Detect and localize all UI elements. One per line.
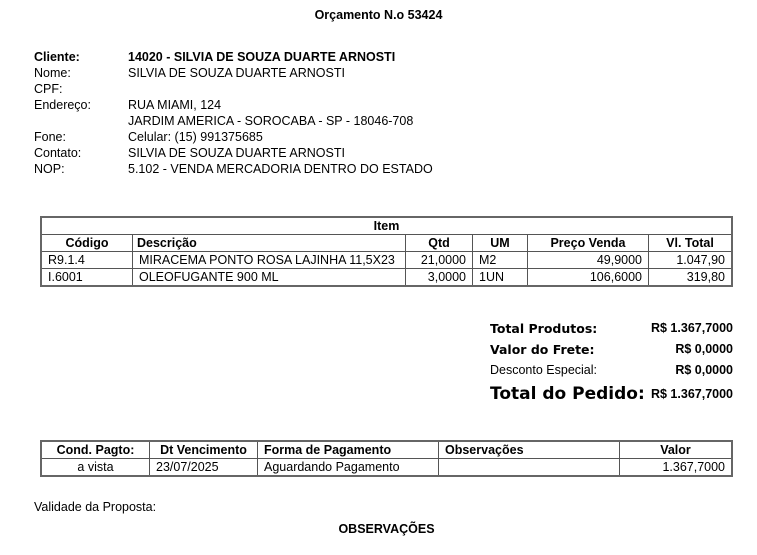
total-pedido-row — [490, 381, 733, 407]
customer-info — [34, 49, 433, 177]
field-label: NOP: — [34, 162, 65, 176]
cell-codigo: I.6001 — [41, 269, 133, 287]
table-row — [41, 269, 732, 287]
desconto-especial-label: Desconto Especial: — [490, 363, 598, 377]
valor-frete-label: Valor do Frete: — [490, 342, 595, 357]
field-contato — [34, 145, 433, 161]
total-produtos-label: Total Produtos: — [490, 321, 598, 336]
cell-vl-total: 319,80 — [649, 269, 733, 287]
items-group-header: Item — [41, 217, 732, 235]
desconto-especial-value: R$ 0,0000 — [675, 363, 733, 377]
col-codigo: Código — [41, 235, 133, 252]
field-value: SILVIA DE SOUZA DUARTE ARNOSTI — [128, 146, 345, 160]
cell-descricao: OLEOFUGANTE 900 ML — [133, 269, 406, 287]
valor-frete-row — [490, 339, 733, 360]
validade-proposta: Validade da Proposta: — [34, 500, 157, 514]
col-valor: Valor — [620, 441, 733, 459]
field-label — [34, 113, 128, 129]
field-fone — [34, 129, 433, 145]
items-header-row — [41, 235, 732, 252]
field-label: Fone: — [34, 130, 66, 144]
cell-cond-pagto: a vista — [41, 459, 150, 477]
field-nome — [34, 65, 433, 81]
col-preco-venda: Preço Venda — [528, 235, 649, 252]
document-title: Orçamento N.o 53424 — [314, 8, 443, 22]
field-value: 5.102 - VENDA MERCADORIA DENTRO DO ESTADO — [128, 162, 433, 176]
field-value: RUA MIAMI, 124 — [128, 98, 222, 112]
total-pedido-label: Total do Pedido: — [490, 384, 645, 404]
col-observacoes: Observações — [439, 441, 620, 459]
cell-observacoes — [439, 459, 620, 477]
cell-codigo: R9.1.4 — [41, 252, 133, 269]
desconto-especial-row — [490, 360, 733, 381]
total-produtos-value: R$ 1.367,7000 — [650, 321, 733, 335]
field-label: CPF: — [34, 82, 63, 96]
field-cpf — [34, 81, 433, 97]
payment-header-row — [41, 441, 732, 459]
payment-table — [40, 440, 733, 477]
field-label: Contato: — [34, 146, 82, 160]
field-value: Celular: (15) 991375685 — [128, 130, 263, 144]
cell-dt-vencimento: 23/07/2025 — [150, 459, 258, 477]
cell-um: 1UN — [473, 269, 528, 287]
col-vl-total: Vl. Total — [649, 235, 733, 252]
cell-vl-total: 1.047,90 — [649, 252, 733, 269]
col-forma-pagamento: Forma de Pagamento — [258, 441, 439, 459]
field-label: Cliente: — [34, 50, 80, 64]
field-cliente — [34, 49, 433, 65]
cell-valor: 1.367,7000 — [620, 459, 733, 477]
table-row — [41, 252, 732, 269]
valor-frete-value: R$ 0,0000 — [675, 342, 733, 356]
col-descricao: Descrição — [133, 235, 406, 252]
field-label: Endereço: — [34, 98, 91, 112]
field-value: SILVIA DE SOUZA DUARTE ARNOSTI — [128, 66, 345, 80]
total-produtos-row — [490, 318, 733, 339]
field-label: Nome: — [34, 66, 71, 80]
field-endereco — [34, 97, 433, 113]
items-table — [40, 216, 733, 287]
field-value: JARDIM AMERICA - SOROCABA - SP - 18046-708 — [128, 114, 414, 128]
field-value: 14020 - SILVIA DE SOUZA DUARTE ARNOSTI — [128, 50, 396, 64]
table-row — [41, 459, 732, 477]
cell-preco-venda: 106,6000 — [528, 269, 649, 287]
col-um: UM — [473, 235, 528, 252]
col-dt-vencimento: Dt Vencimento — [150, 441, 258, 459]
col-cond-pagto: Cond. Pagto: — [41, 441, 150, 459]
cell-qtd: 3,0000 — [406, 269, 473, 287]
cell-qtd: 21,0000 — [406, 252, 473, 269]
cell-forma-pagamento: Aguardando Pagamento — [258, 459, 439, 477]
cell-um: M2 — [473, 252, 528, 269]
col-qtd: Qtd — [406, 235, 473, 252]
cell-preco-venda: 49,9000 — [528, 252, 649, 269]
field-endereco-line2 — [34, 113, 433, 129]
cell-descricao: MIRACEMA PONTO ROSA LAJINHA 11,5X23 — [133, 252, 406, 269]
total-pedido-value: R$ 1.367,7000 — [650, 387, 733, 401]
totals-summary — [490, 318, 757, 407]
field-nop — [34, 161, 433, 177]
observacoes-heading: OBSERVAÇÕES — [338, 522, 435, 536]
